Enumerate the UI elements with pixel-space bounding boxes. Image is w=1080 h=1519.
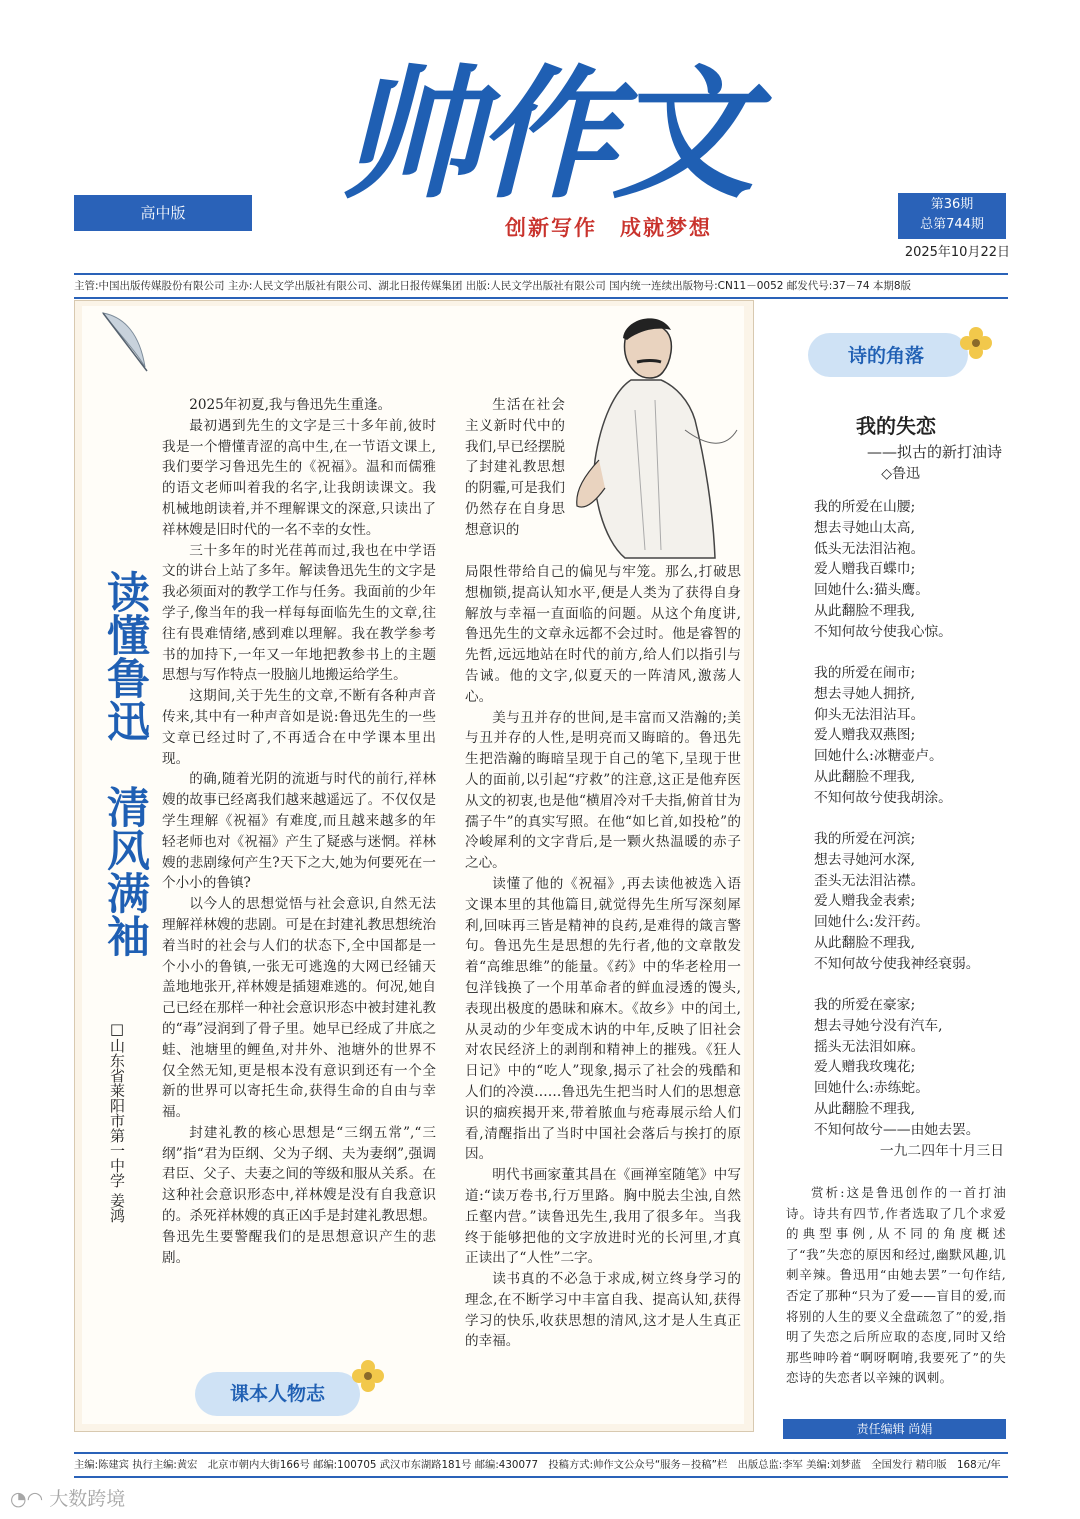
issue-date: 2025年10月22日 bbox=[904, 245, 1010, 260]
poem-line: 摇头无法泪如麻。 bbox=[814, 1038, 925, 1055]
edition-badge: 高中版 bbox=[74, 195, 252, 231]
issue-number: 第36期 bbox=[930, 197, 974, 212]
poem-line: 回她什么:冰糖壶卢。 bbox=[814, 748, 943, 765]
poem-line: 爱人赠我玫瑰花; bbox=[814, 1059, 916, 1076]
poem-appreciation bbox=[786, 1183, 1006, 1389]
paragraph: 最初遇到先生的文字是三十多年前,彼时我是一个懵懂青涩的高中生,在一节语文课上,我们要学习鲁迅先生的《祝福》。温和而儒雅的语文老师叫着我的名字,让我朗读课文。我机械地朗读着,并不理解课文的深意,只读出了祥林嫂是旧时代的一名不幸的女性。 bbox=[162, 417, 436, 538]
article-column-1 bbox=[162, 395, 436, 1268]
article-byline: □山东省莱阳市第一中学 姜鸿 bbox=[108, 1020, 126, 1223]
newspaper-title: 帅作文 bbox=[340, 52, 748, 218]
article-column-2-top bbox=[465, 395, 565, 541]
poem-title: 我的失恋 bbox=[856, 414, 936, 438]
poem-stanza-3 bbox=[814, 829, 1014, 975]
poem-date: 一九二四年十月三日 bbox=[879, 1143, 1004, 1159]
issue-badge bbox=[898, 193, 1006, 239]
poem-line: 爱人赠我金表索; bbox=[814, 893, 916, 910]
poem-line: 爱人赠我双燕图; bbox=[814, 727, 916, 744]
lu-xun-portrait-illustration bbox=[565, 310, 745, 560]
watermark-logo-icon: ◔◠ bbox=[10, 1488, 50, 1510]
appreciation-text: 赏析:这是鲁迅创作的一首打油诗。诗共有四节,作者选取了几个求爱的典型事例,从不同的角度概述了“我”失恋的原因和经过,幽默风趣,讥刺辛辣。鲁迅用“由她去罢”一句作结,否定了那种“只为了爱——盲目的爱,而将别的人生的要义全盘疏忽了”的爱,指明了失恋之后所应取的态度,同时又给那些呻吟着“啊呀啊唷,我要死了”的失恋诗的失恋者以辛辣的讽刺。 bbox=[786, 1185, 1006, 1386]
paragraph: 读懂了他的《祝福》,再去读他被选入语文课本里的其他篇目,就觉得先生所写深刻犀利,回味再三皆是精神的良药,是难得的箴言警句。鲁迅先生是思想的先行者,他的文章散发着“高维思维”的能量。《药》中的华老栓用一包洋钱换了一个用革命者的鲜血浸透的馒头,表现出极度的愚昧和麻木。《故乡》中的闰土,从灵动的少年变成木讷的中年,反映了旧社会对农民经济上的剥削和精神上的摧残。《狂人日记》中的“吃人”现象,揭示了社会的残酷和人们的冷漠……鲁迅先生把当时人们的思想意识的痼疾揭开来,带着脓血与疮毒展示给人们看,清醒指出了当时中国社会落后与挨打的原因。 bbox=[465, 875, 741, 1163]
poem-stanza-1 bbox=[814, 497, 1014, 643]
paragraph: 的确,随着光阴的流逝与时代的前行,祥林嫂的故事已经离我们越来越遥远了。不仅仅是学生理解《祝福》有难度,而且越来越多的年轻老师也对《祝福》产生了疑惑与迷惘。祥林嫂的悲剧缘何产生?天下之大,她为何要死在一个小小的鲁镇? bbox=[162, 771, 436, 892]
paragraph: 这期间,关于先生的文章,不断有各种声音传来,其中有一种声音如是说:鲁迅先生的一些文章已经过时了,不再适合在中学课本里出现。 bbox=[162, 688, 436, 767]
paragraph: 局限性带给自己的偏见与牢笼。那么,打破思想枷锁,提高认知水平,便是人类为了获得自身解放与幸福一直面临的问题。从这个角度讲,鲁迅先生的文章永远都不会过时。他是睿智的先哲,远远地站在时代的前方,给人们以指引与告诫。他的文字,似夏天的一阵清风,激荡人心。 bbox=[465, 564, 741, 705]
poem-line: 不知何故兮——由她去罢。 bbox=[814, 1121, 980, 1138]
poem-line: 我的所爱在闹市; bbox=[814, 665, 916, 681]
article-headline: 读懂鲁迅 清风满袖 bbox=[100, 570, 150, 957]
paragraph: 生活在社会主义新时代中的我们,早已经摆脱了封建礼教思想的阴霾,可是我们仍然存在自身思想意识的 bbox=[465, 397, 565, 538]
poem-line: 从此翻脸不理我, bbox=[814, 1100, 915, 1117]
flower-icon bbox=[958, 325, 994, 361]
poem-line: 从此翻脸不理我, bbox=[814, 602, 915, 619]
poem-line: 我的所爱在河滨; bbox=[814, 831, 916, 847]
poem-line: 回她什么:赤练蛇。 bbox=[814, 1080, 930, 1097]
quill-pen-icon bbox=[95, 305, 155, 375]
watermark bbox=[10, 1484, 125, 1511]
poem-line: 回她什么:发汗药。 bbox=[814, 914, 930, 931]
section-tag-poetry-corner: 诗的角落 bbox=[848, 345, 925, 367]
article-column-2 bbox=[465, 562, 741, 1352]
watermark-text: 大数跨境 bbox=[49, 1488, 126, 1510]
poem-line: 回她什么:猫头鹰。 bbox=[814, 582, 930, 599]
poem-line: 想去寻她兮没有汽车, bbox=[814, 1017, 943, 1034]
paragraph: 明代书画家董其昌在《画禅室随笔》中写道:“读万卷书,行万里路。胸中脱去尘浊,自然丘壑内营。”读鲁迅先生,我用了很多年。当我终于能够把他的文字放进时光的长河里,才真正读出了“人性”二字。 bbox=[465, 1167, 741, 1267]
poem-line: 不知何故兮使我心惊。 bbox=[814, 623, 952, 640]
paragraph: 以今人的思想觉悟与社会意识,自然无法理解祥林嫂的悲剧。可是在封建礼教思想统治着当时的社会与人们的状态下,全中国都是一个小小的鲁镇,一张无可逃逸的大网已经铺天盖地地张开,祥林嫂是插翅难逃的。何况,她自己已经在那样一种社会意识形态中被封建礼教的“毒”浸润到了骨子里。她早已经成了井底之蛙、池塘里的鲤鱼,对井外、池塘外的世界不仅全然无知,更是根本没有意识到还有一个全新的世界可以寄托生命,获得生命的自由与幸福。 bbox=[162, 896, 436, 1121]
poem-line: 爱人赠我百蝶巾; bbox=[814, 561, 916, 578]
poem-line: 歪头无法泪沾襟。 bbox=[814, 872, 925, 889]
poem-line: 低头无法泪沾袍。 bbox=[814, 540, 925, 557]
poem-line: 从此翻脸不理我, bbox=[814, 768, 915, 785]
poem-stanza-2 bbox=[814, 663, 1014, 809]
poem-line: 不知何故兮使我胡涂。 bbox=[814, 789, 952, 806]
issue-total: 总第744期 bbox=[920, 217, 984, 232]
poem-line: 我的所爱在豪家; bbox=[814, 997, 916, 1013]
poem-line: 想去寻她山太高, bbox=[814, 519, 915, 536]
publisher-bar: 主管:中国出版传媒股份有限公司 主办:人民文学出版社有限公司、湖北日报传媒集团 出版:人民文学出版社有限公司 国内统一连续出版物号:CN11－0052 邮发代号:37－74 本期8版 bbox=[74, 273, 1008, 299]
poem-line: 想去寻她河水深, bbox=[814, 851, 915, 868]
poem-line: 从此翻脸不理我, bbox=[814, 934, 915, 951]
responsible-editor: 责任编辑 尚娟 bbox=[783, 1419, 1006, 1439]
slogan: 创新写作 成就梦想 bbox=[505, 216, 712, 240]
poem-line: 仰头无法泪沾耳。 bbox=[814, 706, 925, 723]
poem-subtitle: ——拟古的新打油诗 bbox=[866, 443, 1002, 461]
poem-stanza-4 bbox=[814, 995, 1014, 1141]
poem-line: 我的所爱在山腰; bbox=[814, 499, 916, 515]
poem-line: 想去寻她人拥挤, bbox=[814, 685, 915, 702]
flower-icon bbox=[350, 1358, 386, 1394]
paragraph: 美与丑并存的世间,是丰富而又浩瀚的;美与丑并存的人性,是明亮而又晦暗的。鲁迅先生把浩瀚的晦暗呈现于自己的笔下,呈现于世人的面前,以引起“疗救”的注意,这正是他弃医从文的初衷,也是他“横眉冷对千夫指,俯首甘为孺子牛”的真实写照。在他“如匕首,如投枪”的冷峻犀利的文字背后,是一颗火热温暖的赤子之心。 bbox=[465, 709, 741, 872]
poem-author: ◇鲁迅 bbox=[881, 466, 920, 482]
poem-line: 不知何故兮使我神经衰弱。 bbox=[814, 955, 980, 972]
footer-bar: 主编:陈建宾 执行主编:黄宏 北京市朝内大街166号 邮编:100705 武汉市东湖路181号 邮编:430077 投稿方式:帅作文公众号“服务－投稿”栏 出版总监:李军 美编:刘梦蓝 全国发行 精印版 168元/年 bbox=[74, 1452, 1008, 1478]
paragraph: 封建礼教的核心思想是“三纲五常”,“三纲”指“君为臣纲、父为子纲、夫为妻纲”,强调君臣、父子、夫妻之间的等级和服从关系。在这种社会意识形态中,祥林嫂是没有自我意识的。杀死祥林嫂的真正凶手是封建礼教思想。鲁迅先生要警醒我们的是思想意识产生的悲剧。 bbox=[162, 1124, 436, 1266]
paragraph: 三十多年的时光荏苒而过,我也在中学语文的讲台上站了多年。解读鲁迅先生的文字是我必须面对的教学工作与任务。我面前的少年学子,像当年的我一样每每面临先生的文章,往往有畏难情绪,感到难以理解。我在教学参考书的加持下,一年又一年地把教参书上的主题思想与写作特点一股脑儿地搬运给学生。 bbox=[162, 542, 436, 684]
paragraph: 2025年初夏,我与鲁迅先生重逢。 bbox=[189, 397, 392, 413]
paragraph: 读书真的不必急于求成,树立终身学习的理念,在不断学习中丰富自我、提高认知,获得学习的快乐,收获思想的清风,这才是人生真正的幸福。 bbox=[465, 1271, 741, 1350]
section-tag-textbook-figures: 课本人物志 bbox=[230, 1383, 326, 1405]
